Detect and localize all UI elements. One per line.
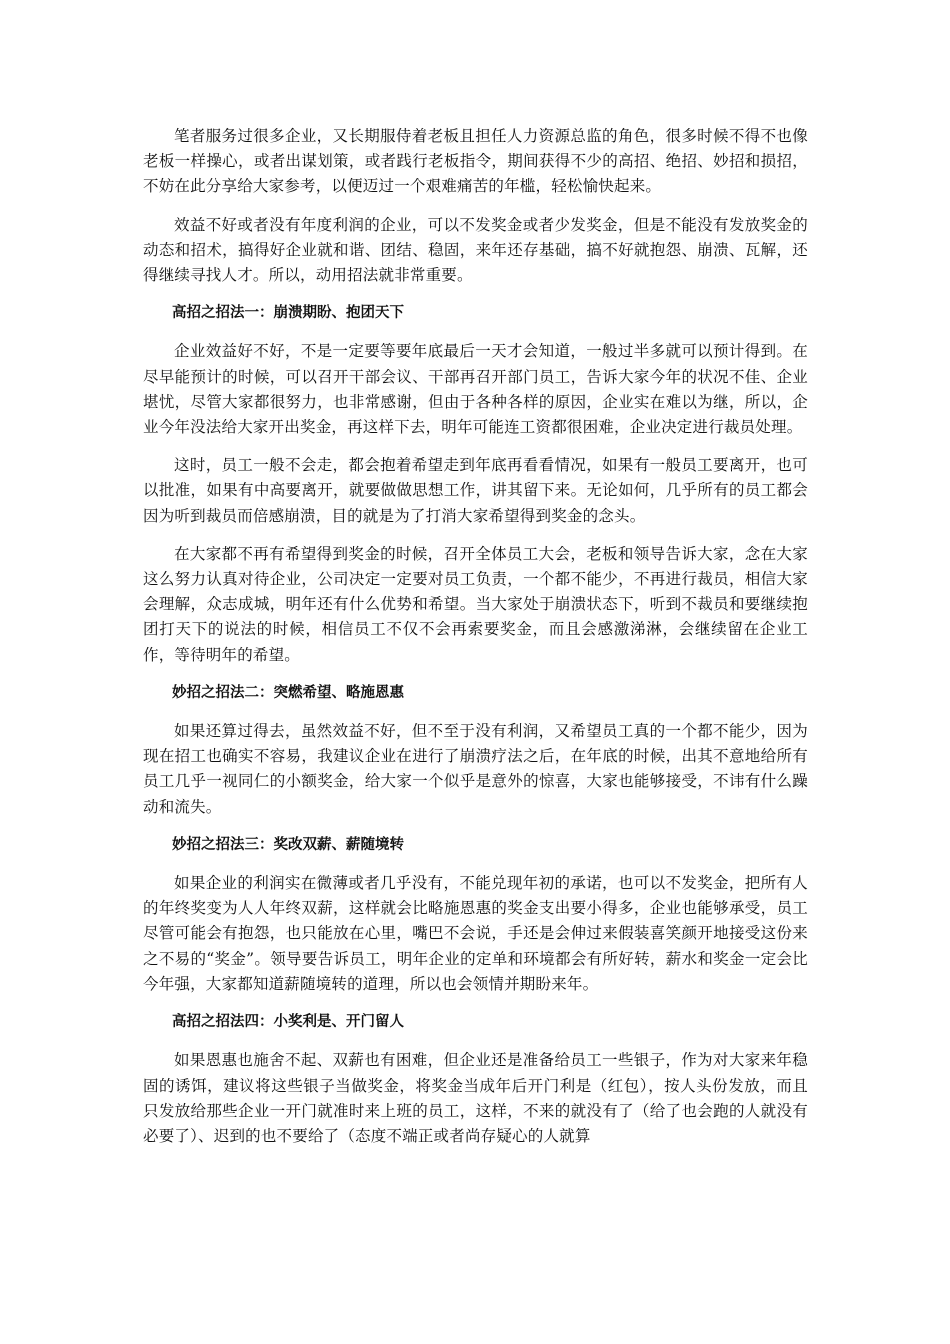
section-1-paragraph-2: 这时，员工一般不会走，都会抱着希望走到年底再看看情况，如果有一般员工要离开，也可以批准，如果有中高要离开，就要做做思想工作，讲其留下来。无论如何，几乎所有的员工都会因为听到裁员而倍感崩溃，目的就是为了打消大家希望得到奖金的念头。 [143, 456, 808, 525]
section-4-paragraph: 如果恩惠也施舍不起、双薪也有困难，但企业还是准备给员工一些银子，作为对大家来年稳固的诱饵，建议将这些银子当做奖金，将奖金当成年后开门利是（红包），按人头份发放，而且只发放给那些企业一开门就准时来上班的员工，这样，不来的就没有了（给了也会跑的人就没有必要了）、迟到的也不要给了（态度不端正或者尚存疑心的人就算 [143, 1051, 808, 1145]
section-heading-4: 高招之招法四：小奖利是、开门留人 [172, 1014, 404, 1031]
section-2-paragraph: 如果还算过得去，虽然效益不好，但不至于没有利润，又希望员工真的一个都不能少，因为现在招工也确实不容易，我建议企业在进行了崩溃疗法之后，在年底的时候，出其不意地给所有员工几乎一视同仁的小额奖金，给大家一个似乎是意外的惊喜，大家也能够接受，不讳有什么躁动和流失。 [143, 722, 808, 816]
section-heading-3: 妙招之招法三：奖改双薪、薪随境转 [172, 836, 404, 853]
section-1-paragraph-1: 企业效益好不好，不是一定要等要年底最后一天才会知道，一般过半多就可以预计得到。在尽早能预计的时候，可以召开干部会议、干部再召开部门员工，告诉大家今年的状况不佳、企业堪忧，尽管大家都很努力，也非常感谢，但由于各种各样的原因，企业实在难以为继，所以，企业今年没法给大家开出奖金，再这样下去，明年可能连工资都很困难，企业决定进行裁员处理。 [143, 342, 808, 437]
section-heading-2: 妙招之招法二：突燃希望、略施恩惠 [172, 684, 404, 701]
context-paragraph: 效益不好或者没有年度利润的企业，可以不发奖金或者少发奖金，但是不能没有发放奖金的动态和招术，搞得好企业就和谐、团结、稳固，来年还存基础，搞不好就抱怨、崩溃、瓦解，还得继续寻找人才。所以，动用招法就非常重要。 [143, 215, 808, 285]
section-heading-1: 高招之招法一：崩溃期盼、抱团天下 [172, 305, 404, 322]
section-1-paragraph-3: 在大家都不再有希望得到奖金的时候，召开全体员工大会，老板和领导告诉大家，念在大家这么努力认真对待企业，公司决定一定要对员工负责，一个都不能少，不再进行裁员，相信大家会理解，众志成城，明年还有什么优势和希望。当大家处于崩溃状态下，听到不裁员和要继续抱团打天下的说法的时候，相信员工不仅不会再索要奖金，而且会感激涕淋，会继续留在企业工作，等待明年的希望。 [143, 544, 808, 664]
intro-paragraph: 笔者服务过很多企业，又长期服侍着老板且担任人力资源总监的角色，很多时候不得不也像老板一样操心，或者出谋划策，或者践行老板指令，期间获得不少的高招、绝招、妙招和损招，不妨在此分享给大家参考，以便迈过一个艰难痛苦的年槛，轻松愉快起来。 [143, 127, 808, 196]
document-page [143, 124, 808, 1162]
section-3-paragraph: 如果企业的利润实在微薄或者几乎没有，不能兑现年初的承诺，也可以不发奖金，把所有人的年终奖变为人人年终双薪，这样就会比略施恩惠的奖金支出要小得多，企业也能够承受，员工尽管可能会有抱怨，也只能放在心里，嘴巴不会说，手还是会伸过来假装喜笑颜开地接受这份来之不易的“奖金”。领导要告诉员工，明年企业的定单和环境都会有所好转，薪水和奖金一定会比今年强，大家都知道薪随境转的道理，所以也会领情并期盼来年。 [143, 874, 808, 993]
